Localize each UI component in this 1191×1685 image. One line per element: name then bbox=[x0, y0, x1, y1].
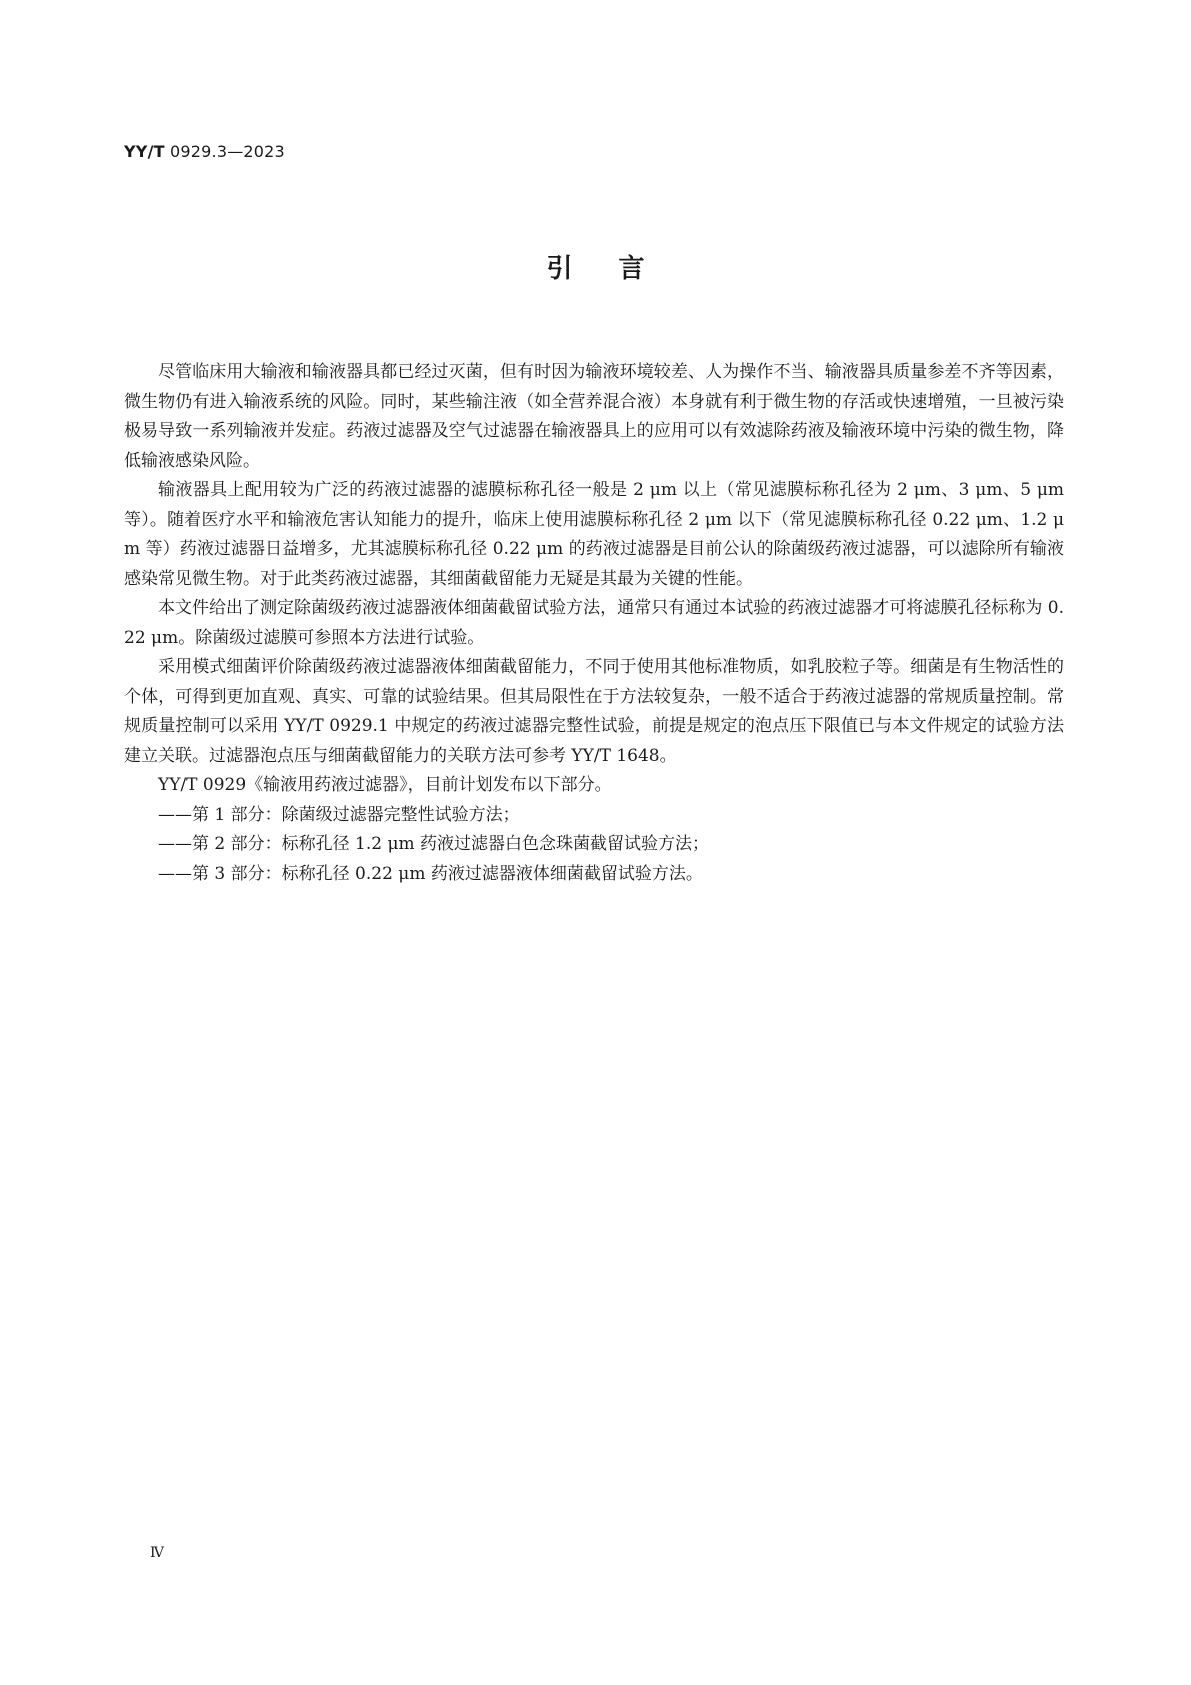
part-list-item: ——第 1 部分：除菌级过滤器完整性试验方法； bbox=[158, 804, 520, 825]
document-code-prefix: YY/T bbox=[124, 142, 165, 161]
paragraph: 输液器具上配用较为广泛的药液过滤器的滤膜标称孔径一般是 2 μm 以上（常见滤膜标称孔径为 2 μm、3 μm、5 μm 等）。随着医疗水平和输液危害认知能力的提升，临床上使用滤膜标称孔径 2 μm 以下（常见滤膜标称孔径 0.22 μm、1.2 μm 等）药液过滤器日益增多，尤其滤膜标称孔径 0.22 μm 的药液过滤器是目前公认的除菌级药液过滤器，可以滤除所有输液感染常见微生物。对于此类药液过滤器，其细菌截留能力无疑是其最为关键的性能。 bbox=[124, 480, 1064, 589]
part-list-item: ——第 2 部分：标称孔径 1.2 μm 药液过滤器白色念珠菌截留试验方法； bbox=[158, 834, 710, 854]
introduction-body bbox=[124, 358, 1064, 889]
paragraph: 本文件给出了测定除菌级药液过滤器液体细菌截留试验方法，通常只有通过本试验的药液过滤器才可将滤膜孔径标称为 0.22 μm。除菌级过滤膜可参照本方法进行试验。 bbox=[124, 598, 1064, 648]
section-title: 引言 bbox=[546, 254, 691, 284]
paragraph: 尽管临床用大输液和输液器具都已经过灭菌，但有时因为输液环境较差、人为操作不当、输液器具质量参差不齐等因素，微生物仍有进入输液系统的风险。同时，某些输注液（如全营养混合液）本身就有利于微生物的存活或快速增殖，一旦被污染极易导致一系列输液并发症。药液过滤器及空气过滤器在输液器具上的应用可以有效滤除药液及输液环境中污染的微生物，降低输液感染风险。 bbox=[124, 362, 1064, 471]
paragraph: 采用模式细菌评价除菌级药液过滤器液体细菌截留能力，不同于使用其他标准物质，如乳胶粒子等。细菌是有生物活性的个体，可得到更加直观、真实、可靠的试验结果。但其局限性在于方法较复杂，一般不适合于药液过滤器的常规质量控制。常规质量控制可以采用 YY/T 0929.1 中规定的药液过滤器完整性试验，前提是规定的泡点压下限值已与本文件规定的试验方法建立关联。过滤器泡点压与细菌截留能力的关联方法可参考 YY/T 1648。 bbox=[124, 657, 1064, 766]
part-list-item: ——第 3 部分：标称孔径 0.22 μm 药液过滤器液体细菌截留试验方法。 bbox=[158, 863, 703, 884]
paragraph: YY/T 0929《输液用药液过滤器》，目前计划发布以下部分。 bbox=[158, 775, 612, 795]
page-number: Ⅳ bbox=[150, 1545, 164, 1561]
document-code-number: 0929.3—2023 bbox=[170, 142, 285, 161]
document-code bbox=[124, 142, 285, 161]
